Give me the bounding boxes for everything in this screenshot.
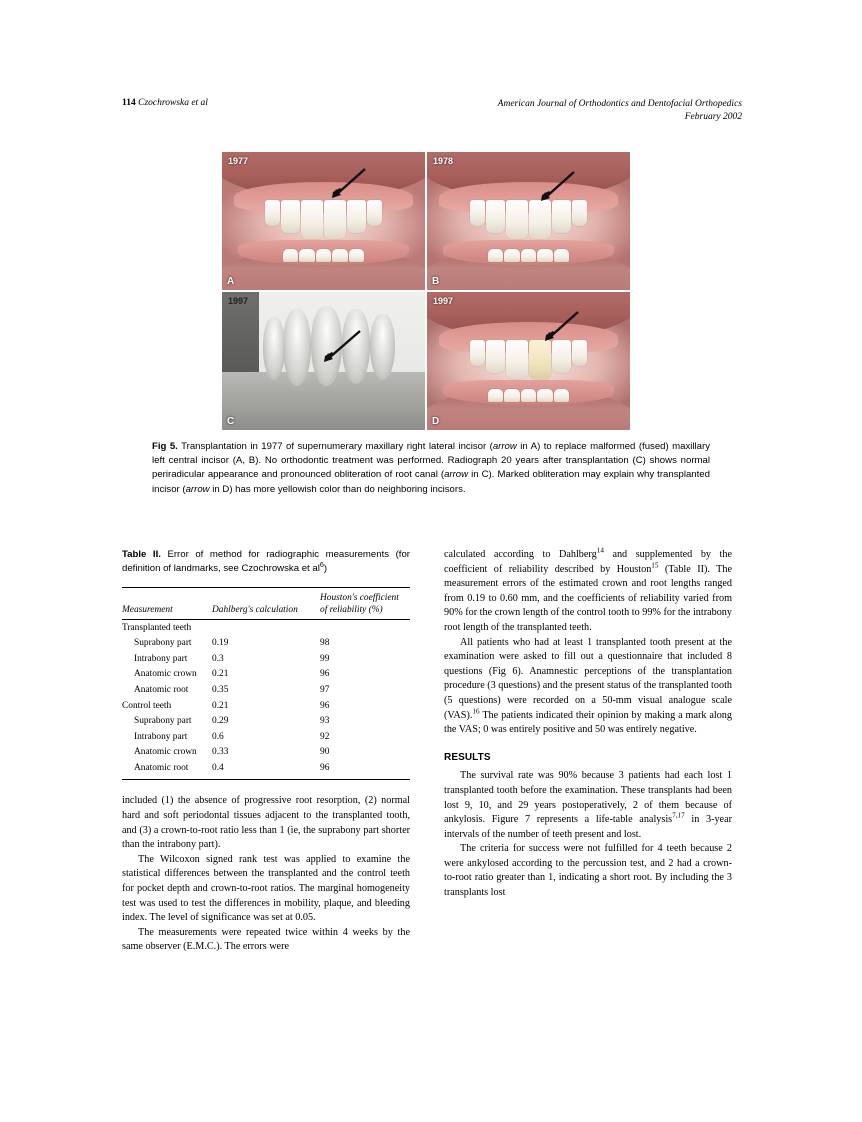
cell-measurement: Anatomic root [134,762,189,773]
table-title-text: Error of method for radiographic measurements (for definition of landmarks, see Czochrowska et $al^6$) [122,549,410,574]
table-row [122,636,410,652]
cell-houston: 96 [320,669,330,680]
figure-panel-c [222,292,425,430]
column-header-dahlberg: Dahlberg's calculation [212,588,320,620]
journal-title: American Journal of Orthodontics and Dentofacial Orthopedics [497,99,742,109]
right-paragraph-3-b: in 3-year intervals of the number of teeth present and lost. [444,814,732,840]
error-of-method-table [122,587,410,779]
right-paragraph-4: The criteria for success were not fulfilled for 4 teeth because 2 were ankylosed according to the percussion test, and 2 had a crown-to-root ratio greater than 1, indicating a short root. By including the 3 transplants lost [444,843,732,899]
cell-houston: 90 [320,747,330,758]
cell-houston: 92 [320,731,330,742]
table-title-superscript: 6 [319,559,324,569]
cell-measurement: Control teeth [122,700,172,711]
lower-teeth [238,238,409,263]
pointer-arrow-icon [537,169,577,203]
table-row [122,760,410,779]
panel-a-year: 1977 [228,156,249,166]
upper-teeth [238,200,409,241]
table-title [122,548,410,575]
column-header-houston: Houston's coefficient of reliability (%) [320,588,410,620]
right-paragraph-2-a: All patients who had at least 1 transplanted tooth present at the examination were asked to fill out a questionnaire that included 8 questions (Fig 6). Anamnestic perceptions of the transplantation procedure (3 questions) and the present status of the transplanted tooth (5 questions) were recorded on a 50-mm visual analogue scale (VAS). [444,636,733,721]
running-head-authors: Czochrowska et al [138,98,208,108]
panel-c-year: 1997 [228,296,249,306]
cell-dahlberg: 0.6 [212,731,224,742]
running-head-left [122,98,208,108]
citation-15: 15 [651,561,659,570]
figure-panel-b [427,152,630,290]
right-paragraph-1-a: calculated according to Dahlberg [444,549,597,560]
cell-measurement: Intrabony part [134,653,188,664]
pointer-arrow-icon [541,309,581,343]
panel-c-label: C [227,416,235,427]
right-paragraph-3 [444,769,732,842]
cell-dahlberg: 0.35 [212,684,229,695]
panel-d-label: D [432,416,440,427]
cell-dahlberg: 0.33 [212,747,229,758]
table-row [122,620,410,636]
panel-b-year: 1978 [433,156,454,166]
table-row [122,729,410,745]
citation-16: 16 [472,707,480,716]
table-row [122,682,410,698]
figure-5 [222,152,630,430]
table-label: Table II. [122,549,161,560]
panel-b-label: B [432,276,440,287]
right-paragraph-2-b: The patients indicated their opinion by making a mark along the VAS; 0 was entirely positive and 50 was entirely negative. [444,709,732,736]
right-column [444,548,732,901]
cell-houston: 98 [320,638,330,649]
figure-panel-d [427,292,630,430]
table-row [122,745,410,761]
table-row [122,651,410,667]
upper-teeth [443,200,614,241]
upper-teeth [443,340,614,381]
cell-houston: 96 [320,762,330,773]
pointer-arrow-icon [319,328,363,364]
figure-caption-text: Transplantation in 1977 of supernumerary maxillary right lateral incisor (arrow in A) to replace malformed (fused) maxillary left central incisor (A, B). No orthodontic treatment was performed. Radiograph 20 years after transplantation (C) shows normal periradicular appearance and pronounced obliteration of root canal (arrow in C). Marked obliteration may explain why transplanted incisor (arrow in D) has more yellowish color than do neighboring incisors. [152,441,710,495]
citation-14: 14 [596,546,604,555]
cell-measurement: Suprabony part [134,716,192,727]
cell-dahlberg: 0.19 [212,638,229,649]
cell-dahlberg: 0.4 [212,762,224,773]
figure-caption-label: Fig 5. [152,441,178,452]
cell-dahlberg: 0.29 [212,716,229,727]
right-paragraph-1-b: and supplemented by the coefficient of reliability described by Houston [444,549,732,575]
cell-houston: 93 [320,716,330,727]
table-row [122,714,410,730]
left-paragraph-1: included (1) the absence of progressive root resorption, (2) normal hard and soft periodontal tissues adjacent to the transplanted tooth, and (3) a crown-to-root ratio less than 1 (ie, the suprabony part shorter than the intrabony part). [122,795,410,851]
citation-7-17: 7,17 [672,811,685,820]
table-row [122,667,410,683]
cell-houston: 97 [320,684,330,695]
cell-measurement: Anatomic crown [134,669,197,680]
left-paragraph-3: The measurements were repeated twice within 4 weeks by the same observer (E.M.C.). The errors were [122,926,410,953]
left-column [122,548,410,955]
cell-houston [320,620,410,636]
cell-measurement: Anatomic crown [134,747,197,758]
right-paragraph-1 [444,548,732,636]
section-heading-results: RESULTS [444,751,491,763]
figure-panel-a [222,152,425,290]
table-header-row [122,588,410,620]
cell-houston: 96 [320,700,330,711]
column-header-measurement: Measurement [122,588,212,620]
figure-caption [152,440,710,497]
right-paragraph-2 [444,636,732,738]
running-head [122,98,742,132]
cell-measurement: Suprabony part [134,638,192,649]
lower-teeth [443,238,614,263]
page-number: 114 [122,98,136,108]
cell-dahlberg: 0.21 [212,669,229,680]
cell-measurement: Anatomic root [134,684,189,695]
right-paragraph-3-a: The survival rate was 90% because 3 patients had each lost 1 transplanted tooth before the examination. These transplants had been lost 9, 10, and 29 years postoperatively, 2 of them because of ankylosis. Figure 7 represents a life-table analysis [444,770,732,826]
cell-dahlberg: 0.21 [212,700,229,711]
lower-teeth [443,378,614,403]
right-paragraph-1-c: (Table II). The measurement errors of the estimated crown and root lengths ranged from 0.19 to 0.60 mm, and the coefficients of reliability varied from 90% for the crown length of the control tooth to 99% for the intrabony root length of the transplanted teeth. [444,563,732,633]
running-head-right [498,98,742,124]
cell-measurement: Intrabony part [134,731,188,742]
panel-d-year: 1997 [433,296,454,306]
cell-dahlberg [212,620,320,636]
table-row [122,698,410,714]
left-paragraph-2: The Wilcoxon signed rank test was applied to examine the statistical differences between the transplanted and the control teeth for pocket depth and crown-to-root ratios. The marginal homogeneity test was used to test the differences in mobility, plaque, and bleeding index. The level of significance was set at 0.05. [122,853,410,924]
pointer-arrow-icon [328,166,368,200]
cell-dahlberg: 0.3 [212,653,224,664]
cell-houston: 99 [320,653,330,664]
cell-measurement: Transplanted teeth [122,622,192,633]
issue-date: February 2002 [684,112,742,122]
panel-a-label: A [227,276,235,287]
